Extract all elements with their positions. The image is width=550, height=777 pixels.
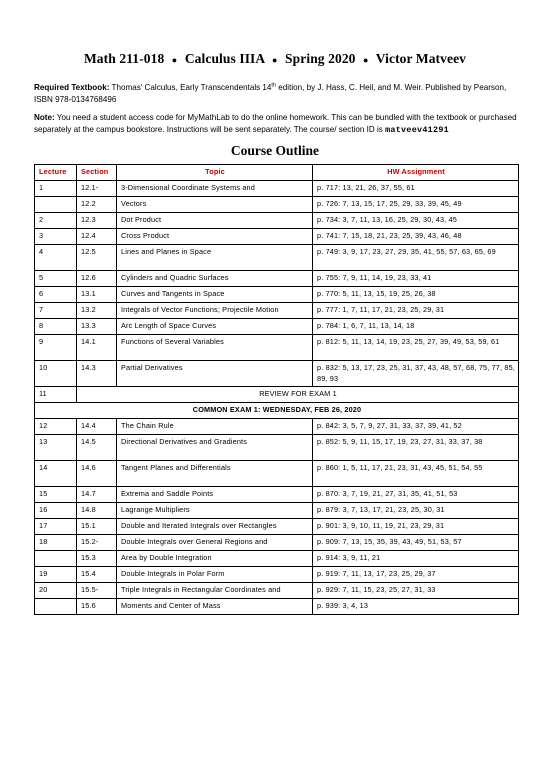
separator-bullet: ● (171, 55, 178, 65)
cell-hw: p. 852: 5, 9, 11, 15, 17, 19, 23, 27, 31, 33, 37, 38 (313, 435, 519, 461)
cell-section: 12.6 (77, 271, 117, 287)
term: Spring 2020 (285, 51, 356, 66)
header-hw: HW Assignment (313, 165, 519, 181)
cell-hw: p. 914: 3, 9, 11, 21 (313, 551, 519, 567)
cell-hw: p. 749: 3, 9, 17, 23, 27, 29, 35, 41, 55, 57, 63, 65, 69 (313, 245, 519, 271)
separator-bullet: ● (363, 55, 369, 65)
cell-section: 14.8 (77, 503, 117, 519)
cell-section: 15.3 (77, 551, 117, 567)
table-row (35, 487, 519, 503)
cell-lecture: 6 (35, 287, 77, 303)
cell-topic: Double and Iterated Integrals over Rectangles (117, 519, 313, 535)
cell-lecture: 1 (35, 181, 77, 197)
cell-topic: Double Integrals over General Regions and (117, 535, 313, 551)
cell-topic: 3-Dimensional Coordinate Systems and (117, 181, 313, 197)
table-row (35, 319, 519, 335)
separator-bullet: ● (272, 55, 278, 65)
cell-section: 12.1- (77, 181, 117, 197)
review-cell: REVIEW FOR EXAM 1 (77, 387, 519, 403)
access-code-note (34, 112, 524, 136)
cell-section: 13.1 (77, 287, 117, 303)
cell-section: 14.7 (77, 487, 117, 503)
cell-lecture: 13 (35, 435, 77, 461)
header-section: Section (77, 165, 117, 181)
cell-hw: p. 901: 3, 9, 10, 11, 19, 21, 23, 29, 31 (313, 519, 519, 535)
cell-lecture (35, 551, 77, 567)
cell-lecture: 9 (35, 335, 77, 361)
cell-section: 14.1 (77, 335, 117, 361)
cell-topic: Directional Derivatives and Gradients (117, 435, 313, 461)
cell-topic: Vectors (117, 197, 313, 213)
cell-lecture: 20 (35, 583, 77, 599)
note-label: Note: (34, 113, 55, 122)
cell-section: 14.6 (77, 461, 117, 487)
table-row (35, 519, 519, 535)
header-topic: Topic (117, 165, 313, 181)
cell-hw: p. 734: 3, 7, 11, 13, 16, 25, 29, 30, 43, 45 (313, 213, 519, 229)
table-header-row (35, 165, 519, 181)
textbook-text-a: Thomas' Calculus, Early Transcendentals 14 (111, 83, 272, 92)
cell-hw: p. 929: 7, 11, 15, 23, 25, 27, 31, 33 (313, 583, 519, 599)
table-row (35, 361, 519, 387)
cell-section: 12.3 (77, 213, 117, 229)
table-row (35, 229, 519, 245)
cell-lecture: 17 (35, 519, 77, 535)
cell-topic: Cylinders and Quadric Surfaces (117, 271, 313, 287)
table-row (35, 387, 519, 403)
textbook-label: Required Textbook: (34, 83, 110, 92)
table-row (35, 197, 519, 213)
cell-hw: p. 812: 5, 11, 13, 14, 19, 23, 25, 27, 39, 49, 53, 59, 61 (313, 335, 519, 361)
table-row (35, 245, 519, 271)
table-row (35, 535, 519, 551)
cell-hw: p. 784: 1, 6, 7, 11, 13, 14, 18 (313, 319, 519, 335)
cell-section: 15.5- (77, 583, 117, 599)
table-row (35, 503, 519, 519)
cell-hw: p. 777: 1, 7, 11, 17, 21, 23, 25, 29, 31 (313, 303, 519, 319)
exam-row-cell: COMMON EXAM 1: WEDNESDAY, FEB 26, 2020 (35, 403, 519, 419)
cell-hw: p. 909: 7, 13, 15, 35, 39, 43, 49, 51, 53, 57 (313, 535, 519, 551)
cell-lecture: 11 (35, 387, 77, 403)
course-number: Math 211-018 (83, 51, 165, 66)
table-row (35, 435, 519, 461)
cell-section: 14.3 (77, 361, 117, 387)
cell-topic: Lines and Planes in Space (117, 245, 313, 271)
cell-hw: p. 726: 7, 13, 15, 17, 25, 29, 33, 39, 45, 49 (313, 197, 519, 213)
note-text: You need a student access code for MyMathLab to do the online homework. This can be bundled with the textbook or purchased separately at the campus bookstore. Instructions will be sent separately. The course/ section ID is (34, 113, 517, 134)
cell-lecture: 7 (35, 303, 77, 319)
cell-hw: p. 741: 7, 15, 18, 21, 23, 25, 39, 43, 46, 48 (313, 229, 519, 245)
cell-hw: p. 879: 3, 7, 13, 17, 21, 23, 25, 30, 31 (313, 503, 519, 519)
table-row (35, 271, 519, 287)
cell-topic: Area by Double Integration (117, 551, 313, 567)
cell-hw: p. 860: 1, 5, 11, 17, 21, 23, 31, 43, 45, 51, 54, 55 (313, 461, 519, 487)
cell-topic: Moments and Center of Mass (117, 599, 313, 615)
cell-lecture: 18 (35, 535, 77, 551)
cell-section: 13.3 (77, 319, 117, 335)
table-row (35, 335, 519, 361)
cell-lecture: 16 (35, 503, 77, 519)
textbook-info (34, 82, 524, 105)
cell-hw: p. 939: 3, 4, 13 (313, 599, 519, 615)
cell-topic: Dot Product (117, 213, 313, 229)
cell-topic: Curves and Tangents in Space (117, 287, 313, 303)
header-lecture: Lecture (35, 165, 77, 181)
cell-section: 12.4 (77, 229, 117, 245)
cell-lecture: 19 (35, 567, 77, 583)
table-row (35, 181, 519, 197)
cell-section: 14.5 (77, 435, 117, 461)
table-row (35, 213, 519, 229)
textbook-text-b: edition, by J. Hass, C. Heil, and M. Weir. Published by Pearson, ISBN 978-0134768496 (34, 83, 507, 104)
course-name: Calculus IIIA (184, 51, 265, 66)
cell-lecture: 4 (35, 245, 77, 271)
cell-lecture: 3 (35, 229, 77, 245)
cell-topic: Lagrange Multipliers (117, 503, 313, 519)
cell-hw: p. 832: 5, 13, 17, 23, 25, 31, 37, 43, 48, 57, 68, 75, 77, 85, 89, 93 (313, 361, 519, 387)
cell-hw: p. 842: 3, 5, 7, 9, 27, 31, 33, 37, 39, 41, 52 (313, 419, 519, 435)
cell-lecture: 12 (35, 419, 77, 435)
cell-section: 15.4 (77, 567, 117, 583)
table-row (35, 461, 519, 487)
instructor: Victor Matveev (375, 51, 467, 66)
cell-hw: p. 870: 3, 7, 19, 21, 27, 31, 35, 41, 51, 53 (313, 487, 519, 503)
cell-lecture (35, 197, 77, 213)
cell-topic: Tangent Planes and Differentials (117, 461, 313, 487)
table-row (35, 303, 519, 319)
textbook-sup: th (271, 82, 277, 89)
cell-hw: p. 770: 5, 11, 13, 15, 19, 25, 26, 38 (313, 287, 519, 303)
table-row (35, 583, 519, 599)
page-title (0, 51, 550, 67)
outline-heading: Course Outline (230, 143, 320, 158)
cell-topic: Functions of Several Variables (117, 335, 313, 361)
cell-hw: p. 755: 7, 9, 11, 14, 19, 23, 33, 41 (313, 271, 519, 287)
cell-hw: p. 717: 13, 21, 26, 37, 55, 61 (313, 181, 519, 197)
cell-topic: Double Integrals in Polar Form (117, 567, 313, 583)
cell-section: 13.2 (77, 303, 117, 319)
table-row (35, 419, 519, 435)
cell-topic: Triple Integrals in Rectangular Coordinates and (117, 583, 313, 599)
table-row (35, 599, 519, 615)
cell-section: 15.2- (77, 535, 117, 551)
cell-topic: The Chain Rule (117, 419, 313, 435)
cell-hw: p. 919: 7, 11, 13, 17, 23, 25, 29, 37 (313, 567, 519, 583)
cell-topic: Integrals of Vector Functions; Projectile Motion (117, 303, 313, 319)
cell-lecture: 2 (35, 213, 77, 229)
course-outline-table (34, 164, 519, 615)
cell-section: 12.2 (77, 197, 117, 213)
cell-lecture (35, 599, 77, 615)
cell-section: 14.4 (77, 419, 117, 435)
cell-topic: Arc Length of Space Curves (117, 319, 313, 335)
cell-topic: Extrema and Saddle Points (117, 487, 313, 503)
cell-section: 15.6 (77, 599, 117, 615)
table-row (35, 403, 519, 419)
cell-section: 15.1 (77, 519, 117, 535)
cell-lecture: 5 (35, 271, 77, 287)
cell-lecture: 8 (35, 319, 77, 335)
table-row (35, 287, 519, 303)
cell-section: 12.5 (77, 245, 117, 271)
cell-lecture: 15 (35, 487, 77, 503)
cell-topic: Cross Product (117, 229, 313, 245)
cell-topic: Partial Derivatives (117, 361, 313, 387)
table-row (35, 567, 519, 583)
course-id: matveev41291 (385, 124, 449, 135)
cell-lecture: 10 (35, 361, 77, 387)
table-row (35, 551, 519, 567)
cell-lecture: 14 (35, 461, 77, 487)
